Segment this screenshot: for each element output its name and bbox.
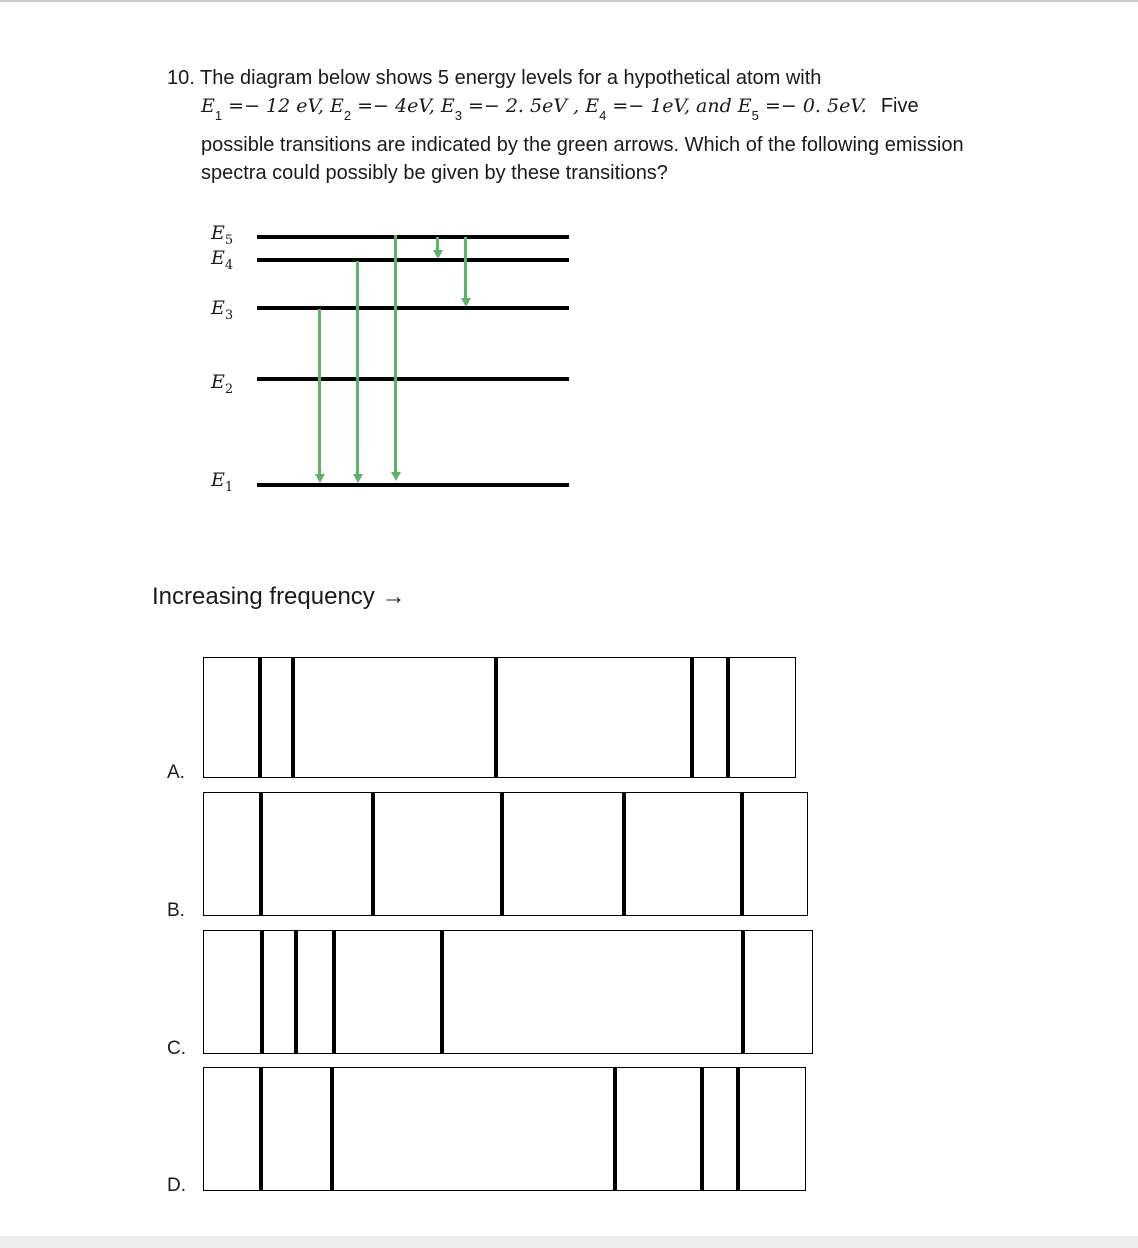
arrow-head-e5-to-e4 (433, 250, 443, 259)
e3-value: =− 2. 5eV , (461, 95, 586, 117)
e3-symbol: E (440, 95, 455, 117)
option-c-label[interactable]: C. (167, 1038, 186, 1059)
label-e1: $E_1$ (211, 469, 234, 495)
spectrum-option-b[interactable] (203, 792, 808, 916)
spectral-line (332, 931, 336, 1053)
label-e2: $E_2$ (211, 371, 234, 397)
spectrum-option-d[interactable] (203, 1067, 806, 1191)
e1-symbol: E (201, 95, 215, 117)
level-line-e5 (257, 235, 569, 239)
e1-subscript: 1 (214, 108, 223, 123)
spectral-line (330, 1068, 334, 1190)
arrow-e3-to-e1 (318, 309, 321, 474)
arrow-e5-to-e3 (464, 237, 467, 298)
page-top-border (0, 0, 1138, 2)
page-bottom-border (0, 1236, 1138, 1248)
level-line-e4 (257, 258, 569, 262)
arrow-e4-to-e1 (356, 261, 359, 474)
increasing-frequency-label: Increasing frequency → (152, 583, 406, 610)
label-e4: $E_4$ (211, 247, 234, 273)
spectral-line (259, 793, 263, 915)
option-a-label[interactable]: A. (167, 762, 185, 783)
e4-symbol: E (585, 95, 600, 117)
five-word: Five (880, 95, 919, 117)
level-line-e1 (257, 483, 569, 487)
e5-subscript: 5 (751, 108, 759, 123)
spectral-line (291, 658, 295, 777)
spectral-line (726, 658, 730, 777)
e5-value: =− 0. 5eV. (758, 95, 867, 117)
question-line-3: possible transitions are indicated by the green arrows. Which of the following emission (201, 134, 964, 156)
spectral-line (294, 931, 298, 1053)
e1-value: =− 12 eV, (222, 95, 330, 117)
level-line-e3 (257, 306, 569, 310)
arrow-head-e5-to-e3 (461, 298, 471, 307)
spectral-line (258, 658, 262, 777)
label-e5: $E_5$ (211, 222, 234, 248)
option-b-label[interactable]: B. (167, 900, 185, 921)
spectral-line (494, 658, 498, 777)
spectral-line (371, 793, 375, 915)
e2-value: =− 4eV, (351, 95, 441, 117)
e4-subscript: 4 (599, 108, 607, 123)
spectral-line (690, 658, 694, 777)
e3-subscript: 3 (454, 108, 462, 123)
option-d-label[interactable]: D. (167, 1175, 186, 1196)
spectral-line (260, 931, 264, 1053)
e2-symbol: E (329, 95, 344, 117)
e5-symbol: E (737, 95, 752, 117)
level-line-e2 (257, 377, 569, 381)
question-intro (167, 66, 821, 90)
spectral-line (736, 1068, 740, 1190)
arrow-e5-to-e4 (436, 237, 439, 250)
spectral-line (622, 793, 626, 915)
arrow-head-e5-to-e1 (391, 472, 401, 481)
question-intro-text: 10. The diagram below shows 5 energy levels for a hypothetical atom with (167, 67, 822, 89)
spectral-line (741, 931, 745, 1053)
spectral-line (613, 1068, 617, 1190)
e4-value: =− 1eV, and (606, 95, 738, 117)
e2-subscript: 2 (343, 108, 352, 123)
label-e3: $E_3$ (211, 297, 234, 323)
energy-values-line (201, 94, 919, 123)
question-line-4: spectra could possibly be given by these transitions? (201, 162, 668, 184)
spectral-line (440, 931, 444, 1053)
spectrum-option-c[interactable] (203, 930, 813, 1054)
spectral-line (500, 793, 504, 915)
spectrum-option-a[interactable] (203, 657, 796, 778)
spectral-line (700, 1068, 704, 1190)
arrow-e5-to-e1 (394, 235, 397, 473)
arrow-head-e3-to-e1 (315, 474, 325, 483)
spectral-line (259, 1068, 263, 1190)
spectral-line (740, 793, 744, 915)
arrow-head-e4-to-e1 (353, 474, 363, 483)
